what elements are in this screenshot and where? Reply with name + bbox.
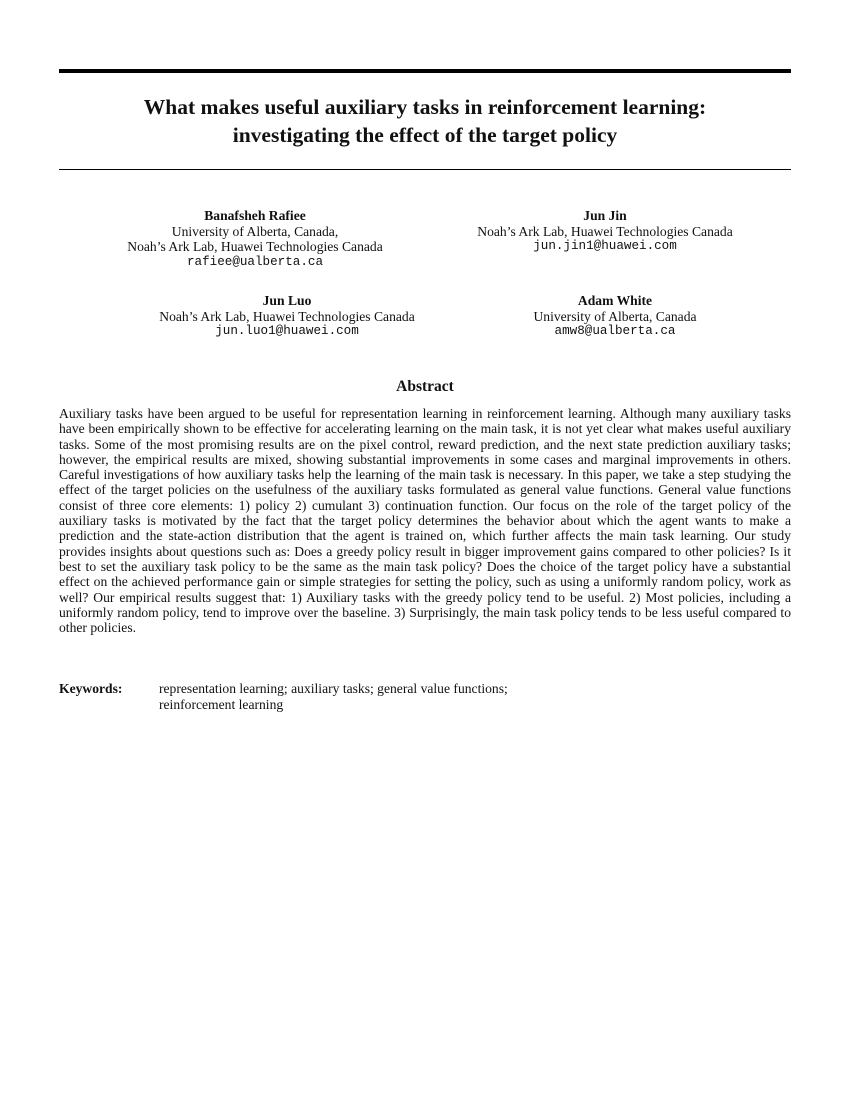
keywords-list <box>159 681 589 712</box>
title-top-rule <box>59 69 791 73</box>
author-name: Jun Luo <box>262 293 312 308</box>
author-email: jun.luo1@huawei.com <box>215 324 359 338</box>
author-block <box>122 293 452 340</box>
author-affiliation: Noah’s Ark Lab, Huawei Technologies Canada <box>127 239 383 254</box>
title-line-2: investigating the effect of the target policy <box>232 123 618 147</box>
abstract-heading: Abstract <box>396 378 454 395</box>
keywords-line: reinforcement learning <box>159 696 284 712</box>
author-email: amw8@ualberta.ca <box>554 324 676 338</box>
author-affiliation: University of Alberta, Canada, <box>171 223 339 239</box>
keywords-line: representation learning; auxiliary tasks; general value functions; <box>159 681 508 696</box>
title-line-1: What makes useful auxiliary tasks in reinforcement learning: <box>143 95 707 119</box>
author-block <box>440 208 770 255</box>
author-name: Banafsheh Rafiee <box>204 208 306 223</box>
author-email: rafiee@ualberta.ca <box>186 254 324 269</box>
title-bottom-rule <box>59 169 791 170</box>
author-affiliation: Noah’s Ark Lab, Huawei Technologies Canada <box>477 223 733 239</box>
author-block <box>450 293 780 340</box>
author-affiliation: Noah’s Ark Lab, Huawei Technologies Canada <box>159 308 415 324</box>
author-block <box>90 208 420 270</box>
author-name: Jun Jin <box>583 208 627 223</box>
author-affiliation: University of Alberta, Canada <box>533 308 697 324</box>
keywords-label: Keywords: <box>59 681 123 696</box>
author-name: Adam White <box>577 293 653 308</box>
abstract-text: Auxiliary tasks have been argued to be useful for representation learning in reinforcement learning. Although many auxiliary tasks have been empirically shown to be effective for accelerating learning on the main task, it is not yet clear what makes useful auxiliary tasks. Some of the most promising results are on the pixel control, reward prediction, and the next state prediction auxiliary tasks; however, the empirical results are mixed, showing substantial improvements in some cases and marginal improvements in others. Careful investigations of how auxiliary tasks help the learning of the main task is necessary. In this paper, we take a step studying the effect of the target policies on the usefulness of the auxiliary tasks formulated as general value functions. General value functions consist of three core elements: 1) policy 2) cumulant 3) continuation function. Our focus on the role of the target policy of the auxiliary tasks is motivated by the fact that the target policy determines the behavior about which the agent wants to make a prediction and the state-action distribution that the agent is trained on, which further affects the main task learning. Our study provides insights about questions such as: Does a greedy policy result in bigger improvement gains compared to other policies? Is it best to set the auxiliary task policy to be the same as the main task policy? Does the choice of the target policy have a substantial effect on the achieved performance gain or simple strategies for setting the policy, such as using a uniformly random policy, work as well? Our empirical results suggest that: 1) Auxiliary tasks with the greedy policy tend to be useful. 2) Most policies, including a uniformly random policy, tend to improve over the baseline. 3) Surprisingly, the main task policy tends to be less useful compared to other policies. <box>59 406 791 636</box>
author-email: jun.jin1@huawei.com <box>533 239 677 253</box>
paper-title <box>59 93 791 149</box>
